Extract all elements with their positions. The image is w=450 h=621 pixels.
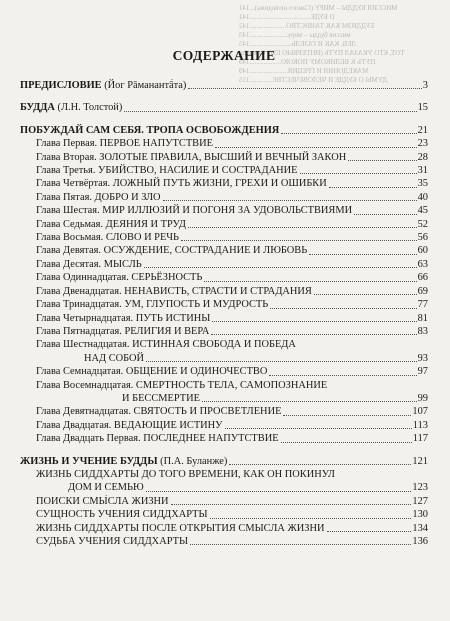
entry-label: ПОИСКИ СМЫ́СЛА ЖИЗНИ <box>36 495 169 507</box>
entry-label: Глава Девятая. ОСУЖДЕНИЕ, СОСТРАДАНИЕ И ЛЮБОВЬ <box>36 245 308 257</box>
toc-page <box>20 48 428 548</box>
section-label <box>20 455 227 468</box>
entry-label: Глава Первая. ПЕРВОЕ НАПУТСТВИЕ <box>36 138 213 150</box>
toc-list <box>20 79 428 548</box>
entry-label: ДОМ И СЕМЬЮ <box>68 482 144 494</box>
dot-leader <box>171 504 412 505</box>
entry-label: Глава Тринадцатая. УМ, ГЛУПОСТЬ И МУДРОСТЬ <box>36 299 269 311</box>
page-number: 136 <box>412 536 428 547</box>
toc-entry <box>20 312 428 325</box>
section-author: (Йог Рāманантā́та) <box>101 80 187 91</box>
entry-label: Глава Пятнадцатая. РЕЛИГИЯ И ВЕРА <box>36 325 210 337</box>
page-number: 81 <box>417 312 428 324</box>
section-label <box>20 79 186 92</box>
page-number: 99 <box>417 392 428 404</box>
toc-entry <box>20 258 428 271</box>
dot-leader <box>269 375 416 376</box>
toc-entry <box>20 298 428 311</box>
toc-entry <box>20 365 428 378</box>
dot-leader <box>327 531 412 532</box>
toc-entry <box>20 204 428 217</box>
dot-leader <box>181 240 417 241</box>
dot-leader <box>212 321 416 322</box>
entry-label: Глава Восемнадцатая. СМЕРТНОСТЬ ТЕЛА, САМОПОЗНАНИЕ <box>36 379 328 391</box>
dot-leader <box>270 308 416 309</box>
toc-entry <box>20 338 428 351</box>
toc-entry <box>20 481 428 494</box>
entry-label: ЖИЗНЬ СИДДХАРТЫ ПОСЛЕ ОТКРЫТИЯ СМЫСЛА ЖИЗНИ <box>36 522 325 534</box>
page-number: 35 <box>417 178 428 190</box>
page-number: 63 <box>417 258 428 270</box>
toc-entry <box>20 231 428 244</box>
page-number: 123 <box>412 482 428 494</box>
dot-leader <box>188 88 421 89</box>
toc-entry <box>20 244 428 257</box>
entry-label: Глава Седьмая. ДЕЯНИЯ И ТРУД <box>36 218 186 230</box>
dot-leader <box>144 267 417 268</box>
toc-entry <box>20 379 428 392</box>
section-title: ПОБУЖДАЙ САМ СЕБЯ. ТРОПА ОСВОБОЖДЕНИЯ <box>20 124 280 136</box>
entry-label: Глава Восьмая. СЛОВО И РЕЧЬ <box>36 232 180 244</box>
toc-section <box>20 101 428 114</box>
page-number: 45 <box>417 205 428 217</box>
section-author: (П.А. Буланже) <box>157 455 228 467</box>
page-number: 3 <box>422 80 428 91</box>
entry-label: Глава Двадцать Первая. ПОСЛЕДНЕЕ НАПУТСТВИЕ <box>36 433 279 445</box>
toc-entry <box>20 352 428 365</box>
page-number: 130 <box>412 509 428 521</box>
page-number: 134 <box>412 522 428 534</box>
dot-leader <box>225 428 412 429</box>
dot-leader <box>283 415 411 416</box>
entry-label: Глава Пятая. ДОБРО И ЗЛО <box>36 191 161 203</box>
toc-entry <box>20 522 428 535</box>
page-number: 127 <box>412 495 428 507</box>
toc-entry <box>20 164 428 177</box>
bleed-line: ДУМЫ О БУДДЕ И ЧЕЛОВЕЧЕСТВЕ.............155 <box>239 76 388 84</box>
page-number: 117 <box>412 433 428 445</box>
page-number: 40 <box>417 191 428 203</box>
entry-label: НАД СОБОЙ <box>84 352 145 364</box>
entry-label: ЖИЗНЬ СИДДХАРТЫ ДО ТОГО ВРЕМЕНИ, КАК ОН ПОКИНУЛ <box>36 468 335 480</box>
bleed-line: ПУТЬ К ВЕЛИКОМУ ПОКОЮ..................149 <box>239 58 376 66</box>
entry-label: Глава Двенадцатая. НЕНАВИСТЬ, СТРАСТИ И СТРАДАНИЯ <box>36 285 312 297</box>
entry-label: Глава Четырнадцатая. ПУТЬ ИСТИНЫ <box>36 312 211 324</box>
toc-entry <box>20 495 428 508</box>
bleed-line: МАКЕДОНИЯ И ГРЕЦИЯ......................149 <box>239 67 369 75</box>
dot-leader <box>210 518 412 519</box>
toc-entry <box>20 271 428 284</box>
page-number: 113 <box>412 419 428 431</box>
dot-leader <box>281 133 416 134</box>
bleed-line: МИССИЯ БУДДЫ – МИРУ (Самого нелюдима)...141 <box>239 4 398 12</box>
bleed-line: ЛЕВ, КАК И ГАЗЕЛЬ........................145 <box>239 40 357 48</box>
dot-leader <box>309 254 416 255</box>
page-number: 121 <box>412 455 428 467</box>
entry-label: Глава Девятнадцатая. СВЯТОСТЬ И ПРОСВЕТЛЕНИЕ <box>36 406 282 418</box>
dot-leader <box>204 281 416 282</box>
toc-entry <box>20 468 428 481</box>
toc-entry <box>20 191 428 204</box>
bleed-line: БУДДИЗМ КАК ТАИНСТВО.....................142 <box>239 22 375 30</box>
entry-label: Глава Вторая. ЗОЛОТЫЕ ПРАВИЛА, ВЫСШИЙ И ВЕЧНЫЙ ЗАКОН <box>36 151 347 163</box>
page-number: 83 <box>417 325 428 337</box>
entry-label: СУДЬБА УЧЕНИЯ СИДДХАРТЫ <box>36 536 189 547</box>
dot-leader <box>211 334 416 335</box>
entry-label: Глава Десятая. МЫСЛЬ <box>36 258 142 270</box>
toc-entry <box>20 218 428 231</box>
page-number: 52 <box>417 218 428 230</box>
toc-entry <box>20 137 428 150</box>
dot-leader <box>124 111 416 112</box>
dot-leader <box>146 491 412 492</box>
dot-leader <box>354 214 417 215</box>
toc-entry <box>20 508 428 521</box>
page-number: 77 <box>417 299 428 311</box>
section-label <box>20 124 279 137</box>
toc-section <box>20 124 428 137</box>
page-title: СОДЕРЖАНИЕ <box>172 48 276 63</box>
section-author: (Л.Н. Толстой) <box>54 102 123 114</box>
entry-label: И БЕССМЕРТИЕ <box>122 392 200 404</box>
dot-leader <box>329 187 417 188</box>
toc-entry <box>20 285 428 298</box>
dot-leader <box>190 544 411 545</box>
section-label <box>20 101 122 114</box>
page-number: 15 <box>417 102 428 114</box>
page-number: 97 <box>417 366 428 378</box>
entry-label: СУЩНОСТЬ УЧЕНИЯ СИДДХАРТЫ <box>36 509 208 521</box>
page-number: 60 <box>417 245 428 257</box>
dot-leader <box>300 173 417 174</box>
bleed-line: ТОТ, КТО УКАЗАЛ ПУТЬ (ИНТЕРВЬЮ ЕГО Святейш <box>239 49 405 57</box>
toc-entry <box>20 535 428 548</box>
page-number: 93 <box>417 352 428 364</box>
page-number: 66 <box>417 272 428 284</box>
toc-entry <box>20 325 428 338</box>
entry-label: Глава Четвёртая. ЛОЖНЫЙ ПУТЬ ЖИЗНИ, ГРЕХИ И ОШИБКИ <box>36 178 327 190</box>
page-number: 107 <box>412 406 428 418</box>
bleed-line: миссия будды – миру......................143 <box>239 31 351 39</box>
dot-leader <box>202 401 417 402</box>
toc-entry <box>20 392 428 405</box>
toc-entry <box>20 419 428 432</box>
dot-leader <box>281 442 412 443</box>
dot-leader <box>348 160 416 161</box>
entry-label: Глава Семнадцатая. ОБЩЕНИЕ И ОДИНОЧЕСТВО <box>36 366 268 378</box>
section-title: БУДДА <box>20 102 55 114</box>
entry-label: Глава Двадцатая. ВЕДАЮЩИЕ ИСТИНУ <box>36 419 223 431</box>
toc-entry <box>20 151 428 164</box>
dot-leader <box>229 464 411 465</box>
dot-leader <box>146 361 417 362</box>
dot-leader <box>215 147 417 148</box>
page-number: 21 <box>417 124 428 136</box>
section-title: ПРЕДИСЛОВИЕ <box>20 80 102 91</box>
page-number: 56 <box>417 232 428 244</box>
dot-leader <box>163 200 417 201</box>
toc-entry <box>20 432 428 445</box>
dot-leader <box>314 294 417 295</box>
toc-section <box>20 79 428 92</box>
page-number: 28 <box>417 151 428 163</box>
page-number: 23 <box>417 138 428 150</box>
bleed-line: О БУДЕ...................................141 <box>239 13 335 21</box>
entry-label: Глава Шестая. МИР ИЛЛЮЗИЙ И ПОГОНЯ ЗА УДОВОЛЬСТВИЯМИ <box>36 205 353 217</box>
entry-label: Глава Одиннадцатая. СЕРЬЁЗНОСТЬ <box>36 272 203 284</box>
entry-label: Глава Шестнадцатая. ИСТИННАЯ СВОБОДА И ПОБЕДА <box>36 339 296 351</box>
entry-label: Глава Третья. УБИЙСТВО, НАСИЛИЕ И СОСТРАДАНИЕ <box>36 165 298 177</box>
toc-section <box>20 455 428 468</box>
page-number: 31 <box>417 165 428 177</box>
toc-entry <box>20 177 428 190</box>
section-title: ЖИЗНЬ И УЧЕНИЕ БУДДЫ <box>20 455 158 467</box>
toc-entry <box>20 405 428 418</box>
page-number: 69 <box>417 285 428 297</box>
dot-leader <box>188 227 417 228</box>
